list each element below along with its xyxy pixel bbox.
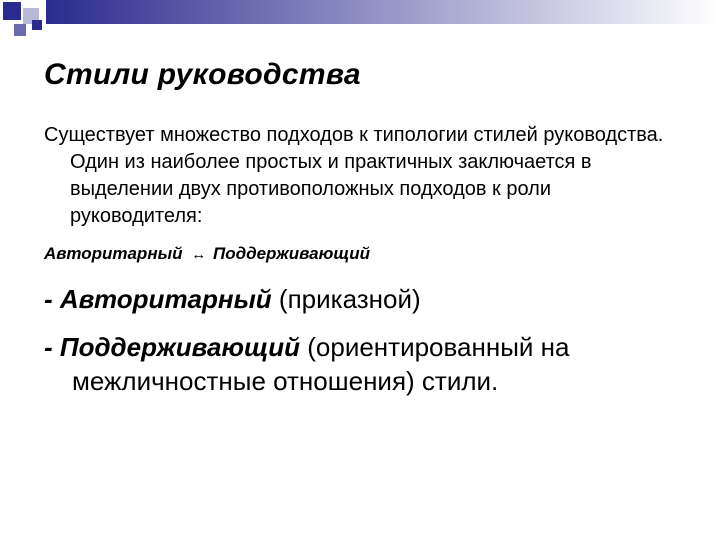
decor-square-accent (32, 20, 42, 30)
style-item-supportive-name: - Поддерживающий (44, 332, 301, 362)
style-item-authoritarian (44, 282, 684, 316)
style-item-authoritarian-desc: (приказной) (271, 284, 421, 314)
double-arrow-icon: ↔ (191, 246, 207, 263)
pair-right-label: Поддерживающий (212, 244, 370, 263)
header-decoration (0, 0, 720, 50)
decor-square-mid (14, 24, 26, 36)
style-item-authoritarian-name: - Авторитарный (44, 284, 272, 314)
slide-body (44, 122, 684, 412)
slide-title: Стили руководства (44, 58, 361, 91)
style-item-supportive (44, 330, 684, 398)
header-band (46, 0, 720, 24)
decor-square-dark (3, 2, 21, 20)
styles-pair-line (44, 243, 684, 266)
style-item-supportive-desc: (ориентированный на межличностные отношения) стили. (72, 332, 570, 396)
pair-left-label: Авторитарный (44, 244, 183, 263)
intro-paragraph: Существует множество подходов к типологии стилей руководства. Один из наиболее простых и практичных заключается в выделении двух противоположных подходов к роли руководителя: (44, 124, 664, 227)
